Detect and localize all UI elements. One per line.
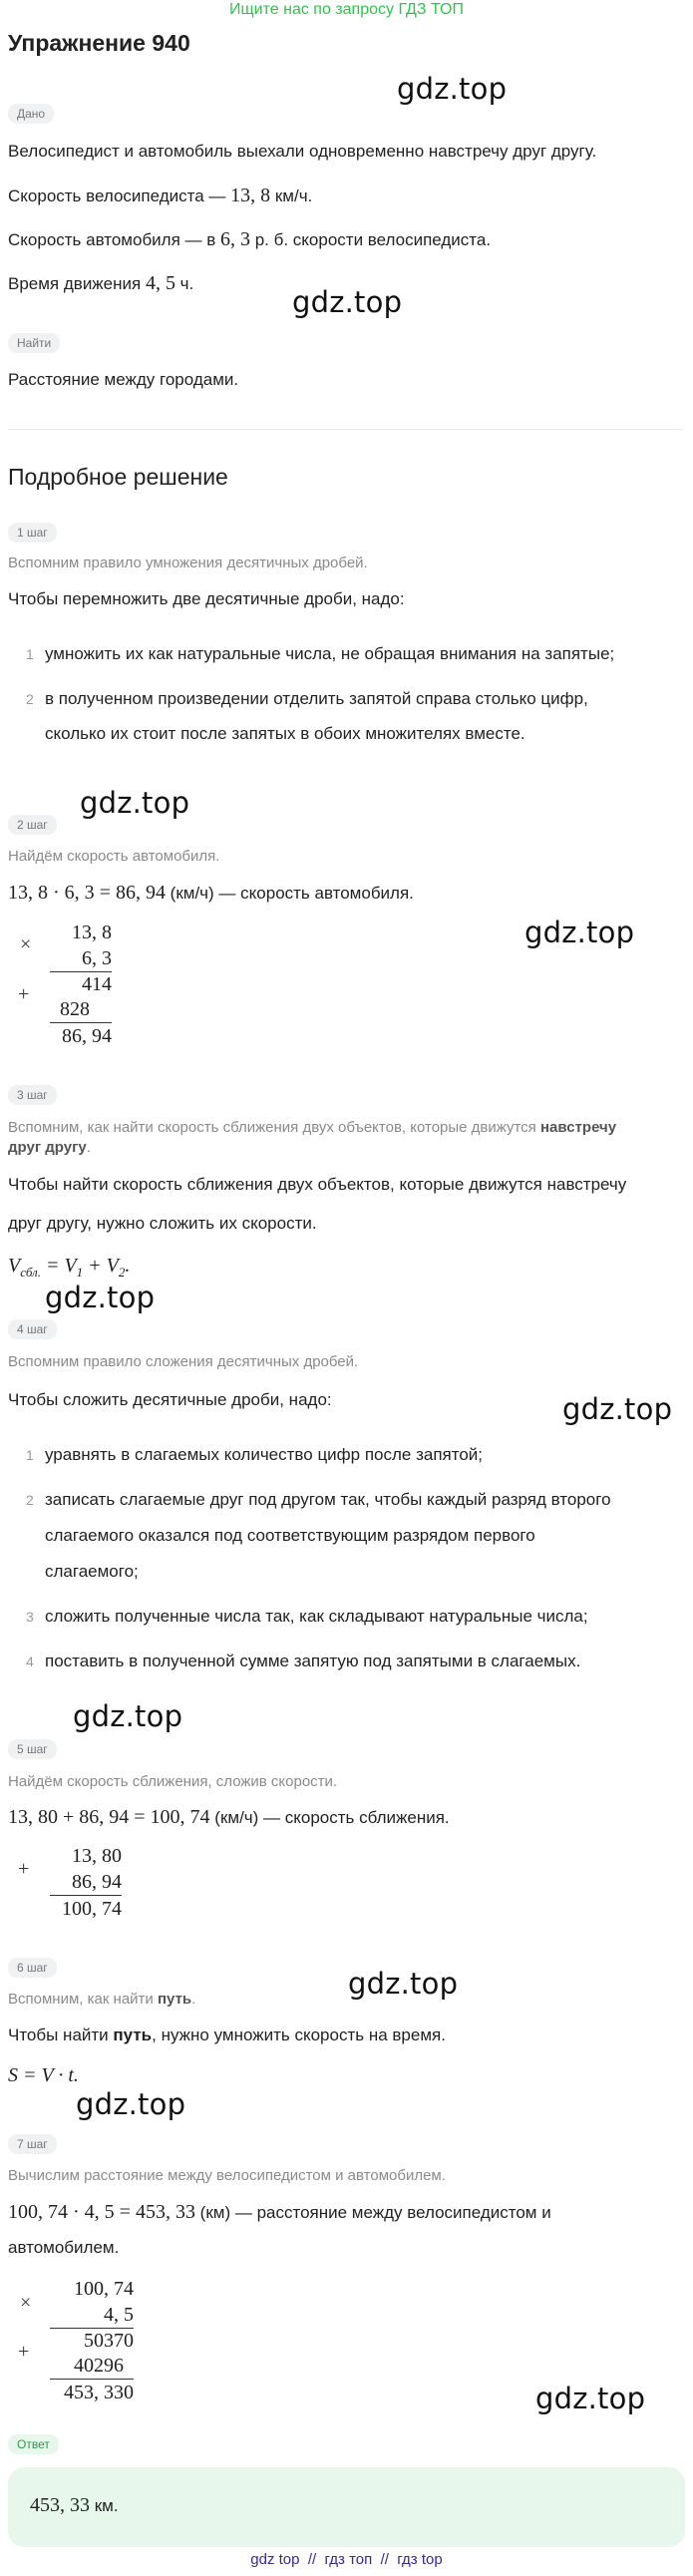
list-item: поставить в полученной сумме запятую под запятыми в слагаемых. [45,1652,581,1670]
text: (км/ч) — скорость автомобиля. [165,884,414,903]
text: (км) — расстояние между велосипедистом и [194,2203,551,2222]
solution-title: Подробное решение [8,464,228,490]
find-pill: Найти [8,333,60,353]
calc-result: 86, 94 [50,1022,112,1049]
watermark: gdz.top [76,2087,186,2121]
text: Вспомним, как найти скорость сближения двух объектов, которые движутся [8,1119,540,1136]
pill-label: 6 шаг [8,1958,57,1978]
bold-text: навстречу [539,1119,617,1136]
multiply-sign: × [20,933,32,955]
find-section [8,333,60,353]
step-lead [8,2024,446,2046]
watermark: gdz.top [348,1967,459,2001]
math-value: 6, 3 [220,228,250,250]
text: . [191,1991,196,2008]
text: км. [90,2496,119,2515]
text: Скорость велосипедиста — [8,186,231,205]
step-6-pill [8,1958,57,1978]
text: км/ч. [270,186,313,205]
list-item: сложить полученные числа так, как складывают натуральные числа; [45,1607,588,1626]
step-lead: друг другу, нужно сложить их скорости. [8,1214,317,1233]
step-4-pill [8,1319,57,1339]
search-hint-link[interactable]: Ищите нас по запросу ГДЗ ТОП [229,1,464,18]
list-item: уравнять в слагаемых количество цифр после запятой; [45,1445,484,1464]
text: Вспомним, как найти [8,1991,158,2008]
formula-sub: 2 [118,1265,126,1280]
list-number: 2 [26,1492,34,1508]
plus-sign: + [18,1858,30,1880]
calc-partial: 828 [60,998,90,1020]
step-equation [8,2201,551,2224]
math-value: 4, 5 [145,272,175,294]
watermark: gdz.top [562,1392,673,1426]
bold-text: путь [113,2025,153,2044]
list-item: в полученном произведении отделить запятой справа столько цифр, [45,689,588,708]
text: р. б. скорости велосипедиста. [250,230,492,249]
calc-result: 453, 330 [50,2379,134,2405]
step-1-pill [8,523,57,543]
pill-label: Ответ [8,2434,59,2454]
step-lead: Чтобы найти скорость сближения двух объектов, которые движутся навстречу [8,1175,627,1194]
pill-label: 2 шаг [8,815,57,835]
math-value: 453, 33 [30,2494,90,2516]
list-number: 2 [26,691,34,707]
find-line: Расстояние между городами. [8,370,239,389]
step-note [8,1118,686,1158]
calc-operand: 6, 3 [82,947,112,969]
math-expression: 13, 8 · 6, 3 = 86, 94 [8,882,166,904]
watermark: gdz.top [80,786,190,820]
formula [8,1255,130,1281]
list-number: 1 [26,646,34,662]
text: Время движения [8,274,146,293]
formula-sub: 1 [76,1265,84,1280]
pill-label: 1 шаг [8,523,57,543]
step-2-pill [8,815,57,835]
calc-operand: 100, 74 [74,2278,134,2300]
calc-operand: 13, 80 [72,1845,122,1867]
list-number: 4 [26,1654,34,1669]
calc-operand: 4, 5 [104,2304,134,2326]
math-value: 13, 8 [230,184,271,206]
pill-label: 5 шаг [8,1739,57,1759]
watermark: gdz.top [292,285,403,319]
list-item-cont: слагаемого оказался под соответствующим разрядом первого [45,1526,535,1545]
given-line [8,272,193,295]
step-equation-cont: автомобилем. [8,2238,120,2257]
formula-part: V [8,1255,21,1277]
text: ч. [174,274,194,293]
step-equation [8,882,414,905]
watermark: gdz.top [73,1699,183,1733]
bold-text: друг другу [8,1139,87,1156]
list-item: записать слагаемые друг под другом так, чтобы каждый разряд второго [45,1490,611,1509]
watermark: gdz.top [535,2382,646,2415]
column-calculation [50,2276,134,2405]
footer-links[interactable]: gdz top // гдз топ // гдз top [250,2551,443,2568]
text: . [86,1139,91,1156]
calc-partial: 50370 [50,2328,134,2353]
list-item-cont: слагаемого; [45,1562,139,1581]
watermark: gdz.top [397,72,508,106]
step-lead: Чтобы сложить десятичные дроби, надо: [8,1390,332,1409]
given-section [8,104,54,124]
multiply-sign: × [20,2292,32,2314]
step-note: Вычислим расстояние между велосипедистом и автомобилем. [8,2167,446,2184]
text: Чтобы найти [8,2025,114,2044]
formula-part: . [125,1255,131,1277]
given-line [8,228,491,251]
formula-part: = V [40,1255,77,1277]
calc-result: 100, 74 [50,1895,122,1922]
step-equation [8,1806,450,1829]
calc-operand: 86, 94 [72,1871,122,1893]
list-number: 3 [26,1609,34,1625]
answer-text [30,2494,119,2517]
divider [8,429,684,430]
text: Скорость автомобиля — в [8,230,220,249]
column-calculation [50,920,112,1049]
step-note: Найдём скорость автомобиля. [8,848,220,865]
formula-sub: сбл. [20,1265,41,1280]
step-7-pill [8,2134,57,2154]
calc-partial: 40296 [74,2355,124,2377]
formula: S = V · t. [8,2064,79,2086]
page-title: Упражнение 940 [8,30,190,56]
math-expression: 13, 80 + 86, 94 = 100, 74 [8,1806,210,1828]
calc-operand: 13, 8 [72,921,112,943]
step-note [8,1990,195,2010]
list-number: 1 [26,1447,34,1463]
answer-pill [8,2434,59,2454]
given-line: Велосипедист и автомобиль выехали одновременно навстречу друг другу. [8,142,597,161]
text: (км/ч) — скорость сближения. [209,1808,450,1827]
pill-label: 3 шаг [8,1085,57,1105]
watermark: gdz.top [524,916,635,949]
step-3-pill [8,1085,57,1105]
math-expression: 100, 74 · 4, 5 = 453, 33 [8,2201,195,2223]
formula-part: + V [83,1255,119,1277]
step-lead: Чтобы перемножить две десятичные дроби, надо: [8,589,405,608]
list-item-cont: сколько их стоит после запятых в обоих множителях вместе. [45,724,525,743]
text: , нужно умножить скорость на время. [152,2025,446,2044]
step-note: Вспомним правило умножения десятичных дробей. [8,554,368,571]
step-note: Найдём скорость сближения, сложив скорости. [8,1773,338,1790]
watermark: gdz.top [45,1281,156,1314]
plus-sign: + [18,2341,30,2363]
list-item: умножить их как натуральные числа, не обращая внимания на запятые; [45,644,615,663]
step-5-pill [8,1739,57,1759]
pill-label: 4 шаг [8,1319,57,1339]
step-note: Вспомним правило сложения десятичных дробей. [8,1353,359,1370]
calc-partial: 414 [50,971,112,996]
given-pill: Дано [8,104,54,124]
plus-sign: + [18,983,30,1005]
column-calculation [50,1843,122,1922]
pill-label: 7 шаг [8,2134,57,2154]
given-line [8,184,312,207]
bold-text: путь [157,1991,192,2008]
